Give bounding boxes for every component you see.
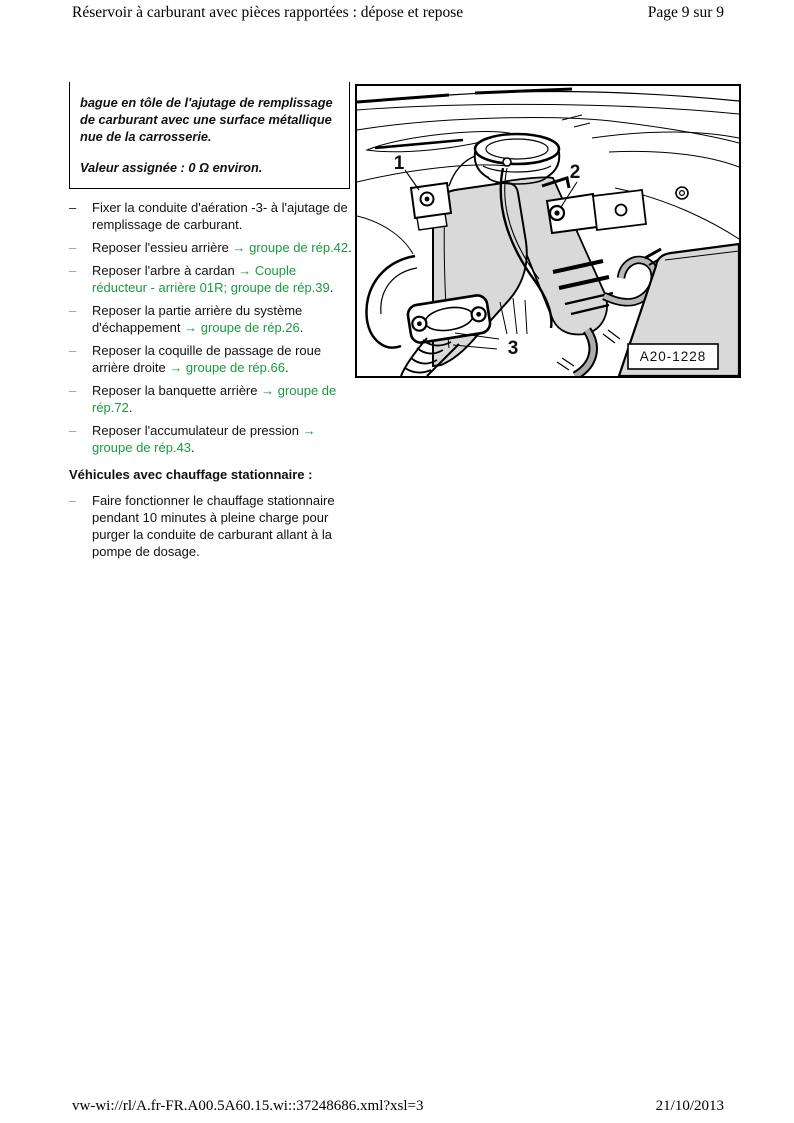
- procedure-step: [69, 239, 352, 256]
- callout-2: 2: [569, 162, 581, 183]
- heater-steps-list: [69, 492, 352, 560]
- step-text-segment: .: [348, 240, 352, 255]
- step-text-segment: Reposer l'accumulateur de pression: [92, 423, 303, 438]
- reference-link[interactable]: → groupe de rép.72: [92, 383, 337, 415]
- callout-3: 3: [507, 338, 519, 359]
- text-column: [69, 82, 352, 566]
- step-text-segment: Fixer la conduite d'aération -3- à l'ajutage de remplissage de carburant.: [92, 200, 348, 232]
- step-text-segment: .: [329, 280, 334, 295]
- step-text-segment: Reposer la coquille de passage de roue arrière droite: [92, 343, 322, 375]
- step-dash-marker: –: [69, 383, 77, 398]
- part-code-label: A20-1228: [639, 349, 707, 364]
- step-dash-marker: –: [69, 240, 77, 255]
- step-text: [92, 492, 352, 560]
- step-text: [92, 302, 352, 336]
- document-source-uri: vw-wi://rl/A.fr-FR.A00.5A60.15.wi::37248686.xml?xsl=3: [72, 1098, 424, 1114]
- step-text-segment: Reposer la banquette arrière: [92, 383, 262, 398]
- reference-link[interactable]: → Couple réducteur - arrière 01R; groupe de rép.39: [92, 263, 330, 295]
- step-dash-marker: –: [69, 303, 77, 318]
- note-box-continued-text: bague en tôle de l'ajutage de remplissage de carburant avec une surface métallique nue de la carrosserie.: [80, 95, 333, 144]
- reference-link[interactable]: → groupe de rép.42: [232, 240, 349, 255]
- note-box: [69, 82, 350, 189]
- procedure-step: [69, 262, 352, 296]
- step-text: [92, 342, 352, 376]
- technical-illustration: [357, 86, 739, 376]
- note-box-value-line: Valeur assignée : 0 Ω environ.: [80, 160, 263, 175]
- step-text-segment: .: [191, 440, 195, 455]
- procedure-step: [69, 199, 352, 233]
- document-title: Réservoir à carburant avec pièces rapportées : dépose et repose: [72, 4, 464, 21]
- callout-1: 1: [393, 153, 405, 174]
- reference-link[interactable]: → groupe de rép.26: [184, 320, 300, 335]
- step-text-segment: Faire fonctionner le chauffage stationnaire pendant 10 minutes à pleine charge pour purger la conduite de carburant allant à la pompe de dosage.: [92, 493, 335, 559]
- step-text-segment: .: [284, 360, 289, 375]
- procedure-step: [69, 302, 352, 336]
- step-text: [92, 239, 352, 256]
- step-text: [92, 382, 352, 416]
- step-text-segment: Reposer l'essieu arrière: [92, 240, 233, 255]
- procedure-step: [69, 342, 352, 376]
- reference-link[interactable]: → groupe de rép.66: [169, 360, 285, 375]
- heater-section-heading: Véhicules avec chauffage stationnaire :: [69, 467, 313, 482]
- step-text-segment: Reposer la partie arrière du système d'échappement: [92, 303, 303, 335]
- step-text: [92, 199, 352, 233]
- step-text-segment: Reposer l'arbre à cardan: [92, 263, 239, 278]
- step-text-segment: .: [128, 400, 133, 415]
- page-header: [72, 4, 724, 22]
- procedure-step: [69, 382, 352, 416]
- page-footer: [72, 1098, 724, 1115]
- procedure-step: [69, 492, 352, 560]
- step-dash-marker: –: [69, 200, 77, 215]
- step-dash-marker: –: [69, 263, 77, 278]
- step-text: [92, 422, 352, 456]
- step-dash-marker: –: [69, 423, 77, 438]
- step-text: [92, 262, 352, 296]
- reference-link[interactable]: → groupe de rép.43: [92, 423, 316, 455]
- technical-illustration-frame: [355, 84, 741, 378]
- step-dash-marker: –: [69, 343, 77, 358]
- print-date: 21/10/2013: [655, 1098, 724, 1114]
- procedure-step: [69, 422, 352, 456]
- step-dash-marker: –: [69, 493, 77, 508]
- procedure-steps-list: [69, 199, 352, 456]
- step-text-segment: .: [299, 320, 304, 335]
- page-indicator: Page 9 sur 9: [647, 4, 724, 21]
